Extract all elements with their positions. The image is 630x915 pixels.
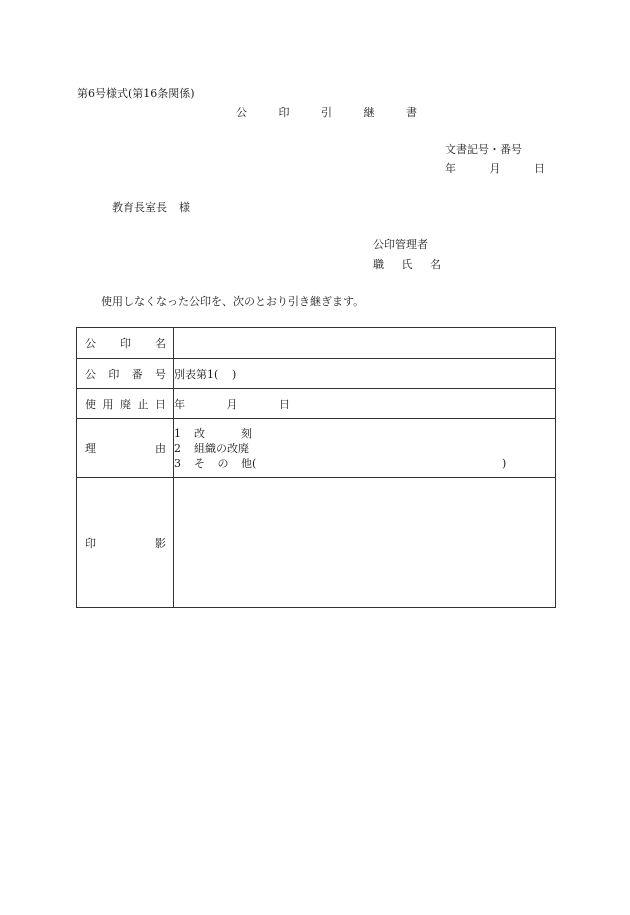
date-year: 年 [445, 162, 456, 175]
issue-date [445, 160, 545, 176]
label-char: 日 [155, 397, 166, 411]
document-title [236, 104, 417, 120]
table-row [77, 478, 556, 608]
intro-text: 使用しなくなった公印を、次のとおり引き継ぎます。 [101, 295, 365, 308]
date-month: 月 [489, 162, 501, 175]
label-char: 廃 [120, 397, 131, 411]
title-char: 印 [278, 106, 290, 119]
reason-option[interactable] [174, 426, 555, 441]
date-month: 月 [226, 397, 238, 411]
reason-text: 組織の改廃 [194, 441, 249, 455]
label-char: 用 [102, 397, 114, 411]
label-char: 名 [155, 337, 166, 350]
addressee-honorific: 様 [179, 201, 190, 214]
sender-char: 職 [373, 258, 384, 271]
row-label [77, 328, 174, 359]
sender-position-name [373, 256, 441, 272]
reason-char: 刻 [241, 426, 252, 440]
abolition-date-field[interactable] [174, 389, 556, 419]
table-row [77, 359, 556, 389]
reason-char: 他 [241, 456, 252, 470]
reason-options [174, 419, 556, 478]
reason-number: 3 [174, 456, 181, 470]
label-char: 印 [108, 367, 120, 381]
label-char: 印 [120, 337, 131, 350]
label-char: 公 [85, 367, 96, 381]
table-row [77, 419, 556, 478]
seal-number-suffix: ) [232, 367, 237, 381]
label-char: 使 [85, 397, 96, 411]
handover-table [76, 327, 556, 608]
title-char: 書 [406, 106, 417, 119]
label-char: 番 [131, 367, 143, 381]
sender-char: 氏 [401, 258, 413, 271]
row-label [77, 359, 174, 389]
title-char: 公 [236, 106, 247, 119]
reason-option[interactable] [174, 441, 555, 456]
date-day: 日 [534, 162, 545, 175]
row-label [77, 478, 174, 608]
form-number: 第6号様式(第16条関係) [77, 87, 195, 100]
title-char: 継 [363, 106, 375, 119]
reason-char: 改 [194, 426, 205, 440]
reason-char: そ [194, 456, 205, 470]
seal-name-field[interactable] [174, 328, 556, 359]
title-char: 引 [321, 106, 332, 119]
seal-number-prefix: 別表第1( [174, 367, 219, 381]
label-char: 由 [155, 442, 166, 455]
addressee [112, 199, 190, 215]
sender-char: 名 [430, 258, 441, 271]
reason-number: 2 [174, 441, 181, 455]
label-char: 号 [154, 367, 166, 381]
table-row [77, 328, 556, 359]
row-label [77, 419, 174, 478]
reason-number: 1 [174, 426, 181, 440]
seal-number-field[interactable] [174, 359, 556, 389]
label-char: 影 [155, 536, 166, 550]
label-char: 印 [85, 536, 96, 550]
date-year: 年 [174, 397, 185, 411]
document-number-label: 文書記号・番号 [445, 143, 522, 156]
other-close-paren: ) [502, 456, 507, 470]
reason-option[interactable] [174, 456, 555, 471]
label-char: 公 [85, 337, 96, 350]
seal-impression-area[interactable] [174, 478, 556, 608]
addressee-name: 教育長室長 [112, 201, 167, 214]
row-label [77, 389, 174, 419]
other-open-paren: ( [252, 456, 257, 470]
date-day: 日 [279, 397, 290, 411]
label-char: 止 [137, 397, 149, 411]
table-row [77, 389, 556, 419]
reason-char: の [217, 456, 229, 470]
label-char: 理 [85, 442, 96, 455]
sender-role: 公印管理者 [373, 238, 428, 251]
